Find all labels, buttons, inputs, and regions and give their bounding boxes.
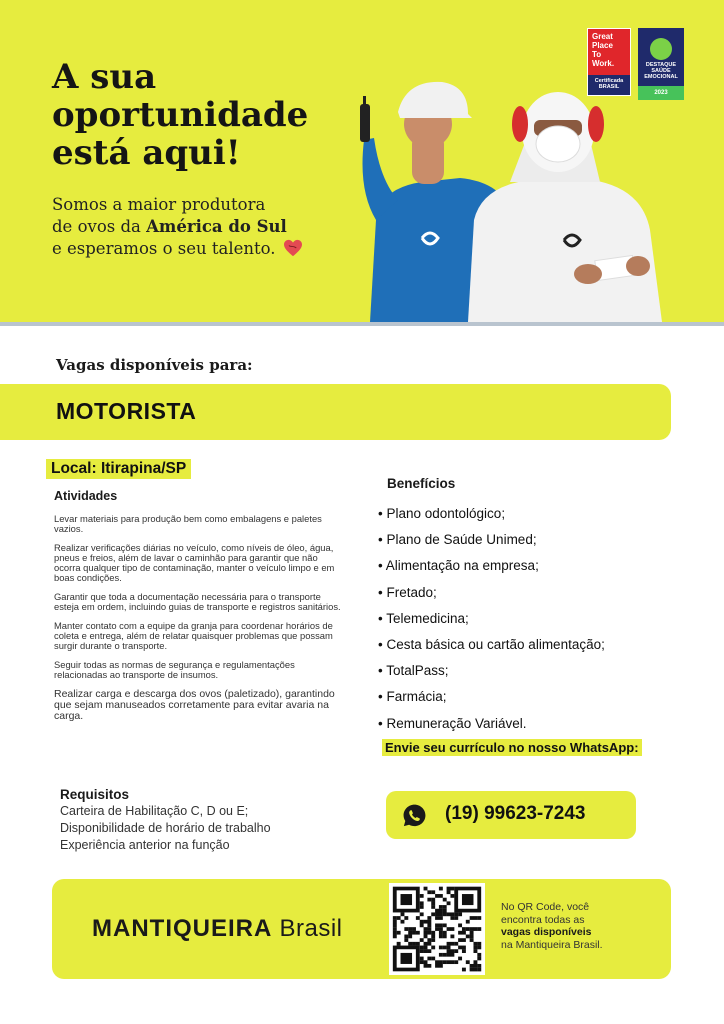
job-title: MOTORISTA <box>56 398 197 424</box>
beneficios-list <box>378 501 708 737</box>
list-item: • Farmácia; <box>378 689 447 705</box>
hero-title-line: A sua <box>52 57 157 97</box>
qr-text-bold: vagas disponíveis <box>501 926 592 938</box>
list-item: • Alimentação na empresa; <box>378 558 539 574</box>
list-item: • Telemedicina; <box>378 610 469 626</box>
list-item: Levar materiais para produção bem como embalagens e paletes vazios. <box>54 513 322 534</box>
hero-subtitle-text: e esperamos o seu talento. <box>52 239 276 258</box>
logo-bold-text: MANTIQUEIRA <box>92 915 273 942</box>
list-item: • Plano odontológico; <box>378 506 506 521</box>
qr-description <box>501 901 661 951</box>
list-item: • Remuneração Variável. <box>378 715 527 731</box>
badge-text: Certificada <box>594 78 624 84</box>
list-item: Garantir que toda a documentação necessária para o transporte esteja em ordem, incluindo guias de transporte e registros sanitários. <box>54 591 341 612</box>
list-item: • TotalPass; <box>378 663 449 679</box>
hero-banner <box>0 0 724 322</box>
badge-text: BRASIL <box>598 84 620 90</box>
whatsapp-cta: Envie seu currículo no nosso WhatsApp: <box>382 739 642 756</box>
whatsapp-number[interactable]: (19) 99623-7243 <box>445 803 586 824</box>
company-logo <box>92 915 343 943</box>
badge-cert-strip <box>588 75 630 95</box>
requisitos-title: Requisitos <box>60 787 130 802</box>
qr-text-line: na Mantiqueira Brasil. <box>501 938 603 951</box>
beneficios-title: Benefícios <box>387 476 456 491</box>
job-banner <box>0 384 671 440</box>
badge-text: Great <box>592 32 613 41</box>
great-place-to-work-badge <box>587 28 631 96</box>
badge-text: DESTAQUE <box>645 62 677 68</box>
hero-subtitle-line <box>52 216 342 238</box>
logo-light-text: Brasil <box>279 915 343 942</box>
qr-text-line: encontra todas as <box>501 913 585 926</box>
badge-text: Work. <box>592 59 615 68</box>
list-item: • Cesta básica ou cartão alimentação; <box>378 637 605 653</box>
hero-subtitle-line <box>52 238 342 260</box>
brain-icon <box>650 38 672 60</box>
list-item: Experiência anterior na função <box>60 838 230 852</box>
badge-text: To <box>592 50 602 59</box>
hero-subtitle-bold: América do Sul <box>146 217 287 236</box>
list-item: Realizar carga e descarga dos ovos (paletizado), garantindo que sejam manuseados corretamente para evitar avaria na carga. <box>54 688 335 722</box>
list-item: Carteira de Habilitação C, D ou E; <box>60 804 249 818</box>
vagas-label: Vagas disponíveis para: <box>56 356 253 374</box>
saude-emocional-badge <box>638 28 684 100</box>
list-item: Realizar verificações diárias no veículo, como níveis de óleo, água, pneus e freios, além de lavar o caminhão para garantir que não ocorra qualquer tipo de contaminação, manter o veículo limpo e em boas condições. <box>54 542 335 583</box>
badge-text: SAÚDE EMOCIONAL <box>644 68 678 80</box>
badge-text: Place <box>592 41 613 50</box>
list-item: • Fretado; <box>378 584 437 600</box>
badge-year: 2023 <box>638 86 684 100</box>
atividades-title: Atividades <box>54 489 118 503</box>
heart-icon <box>283 239 303 257</box>
requisitos-list <box>60 803 271 854</box>
list-item: • Plano de Saúde Unimed; <box>378 532 537 548</box>
workers-photo <box>350 70 670 322</box>
whatsapp-icon <box>402 803 427 828</box>
job-location: Local: Itirapina/SP <box>46 459 191 479</box>
footer-banner <box>52 879 671 979</box>
hero-subtitle <box>52 194 342 260</box>
qr-code[interactable] <box>389 883 485 975</box>
whatsapp-contact[interactable] <box>386 791 636 839</box>
hero-subtitle-line: Somos a maior produtora <box>52 195 266 214</box>
list-item: Seguir todas as normas de segurança e regulamentações relacionadas ao transporte de insumos. <box>54 659 295 680</box>
hero-title <box>52 58 352 172</box>
divider <box>0 322 724 326</box>
hero-subtitle-text: de ovos da <box>52 217 147 236</box>
qr-text-line: No QR Code, você <box>501 901 590 913</box>
list-item: Manter contato com a equipe da granja para coordenar horários de coleta e entrega, além de relatar quaisquer problemas que possam surgir durante o transporte. <box>54 620 333 651</box>
list-item: Disponibilidade de horário de trabalho <box>60 821 271 835</box>
hero-title-line: está aqui! <box>52 133 241 173</box>
atividades-list <box>54 514 344 731</box>
hero-title-line: oportunidade <box>52 95 309 135</box>
